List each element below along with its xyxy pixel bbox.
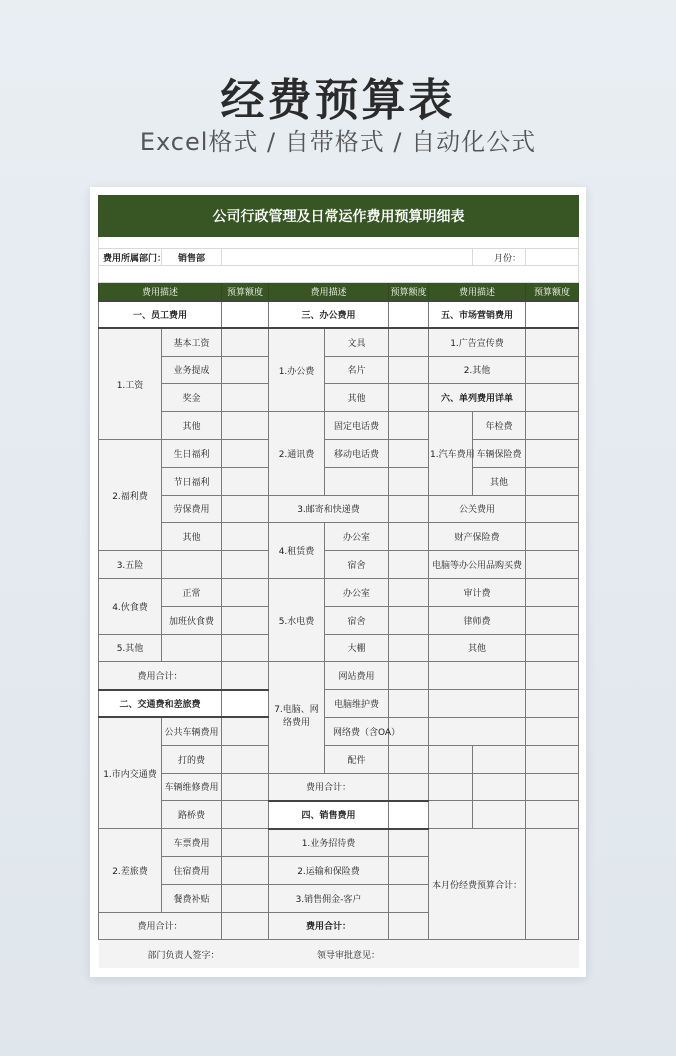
month-total-label: 本月份经费预算合计： — [429, 829, 526, 940]
item-pc-repair: 电脑维护费 — [325, 690, 389, 718]
budget-cell[interactable] — [222, 690, 269, 718]
section-travel: 二、交通费和差旅费 — [99, 690, 222, 718]
budget-cell[interactable] — [389, 829, 429, 857]
item-parts: 配件 — [325, 745, 389, 773]
sheet-title: 公司行政管理及日常运作费用预算明细表 — [99, 196, 579, 237]
item-inspection: 年检费 — [473, 412, 526, 440]
budget-cell[interactable] — [222, 467, 269, 495]
budget-cell[interactable] — [389, 523, 429, 551]
budget-cell[interactable] — [389, 384, 429, 412]
insurance-label: 3.五险 — [99, 551, 162, 579]
blank-cell — [325, 467, 389, 495]
rent-label: 4.租赁费 — [269, 523, 325, 579]
meal-label: 4.伙食费 — [99, 578, 162, 634]
blank-cell — [473, 773, 526, 801]
budget-cell[interactable] — [222, 384, 269, 412]
item-basic: 基本工资 — [162, 328, 222, 356]
blank-cell — [429, 690, 526, 718]
item-entertain: 1.业务招待费 — [269, 829, 389, 857]
budget-cell[interactable] — [222, 717, 269, 745]
budget-cell[interactable] — [222, 328, 269, 356]
item-pc-purchase: 电脑等办公用品购买费 — [429, 551, 526, 579]
budget-cell[interactable] — [222, 301, 269, 329]
dept-value[interactable]: 销售部 — [162, 249, 222, 266]
col-desc-3: 费用描述 — [429, 283, 526, 301]
budget-cell[interactable] — [389, 856, 429, 884]
dept-label: 费用所属部门： — [99, 249, 162, 266]
section-itemized: 六、单列费用详单 — [429, 384, 526, 412]
item-lawyer: 律师费 — [429, 606, 526, 634]
budget-cell[interactable] — [389, 773, 429, 801]
item-sales-commission: 3.销售佣金-客户 — [269, 884, 389, 912]
car-label: 1.汽车费用 — [429, 412, 473, 495]
budget-cell[interactable] — [526, 634, 579, 662]
salary-label: 1.工资 — [99, 328, 162, 439]
page-subtitle: Excel格式 / 自带格式 / 自动化公式 — [139, 128, 537, 156]
blank-cell — [429, 717, 526, 745]
budget-cell[interactable] — [526, 773, 579, 801]
budget-cell[interactable] — [222, 912, 269, 940]
budget-cell[interactable] — [222, 578, 269, 606]
item-welfare-other: 其他 — [162, 523, 222, 551]
item-transport: 2.运输和保险费 — [269, 856, 389, 884]
item-birthday: 生日福利 — [162, 439, 222, 467]
section-staff: 一、员工费用 — [99, 301, 222, 329]
budget-cell[interactable] — [389, 912, 429, 940]
item-utility-office: 办公室 — [325, 578, 389, 606]
budget-cell[interactable] — [526, 551, 579, 579]
month-total-value[interactable] — [526, 829, 579, 940]
blank-cell — [473, 745, 526, 773]
item-post: 3.邮寄和快递费 — [269, 495, 389, 523]
blank-cell — [429, 801, 473, 829]
budget-cell[interactable] — [526, 301, 579, 329]
budget-cell[interactable] — [222, 856, 269, 884]
dept-sign-label: 部门负责人签字： — [99, 940, 269, 968]
budget-cell[interactable] — [389, 690, 429, 718]
item-hotel: 住宿费用 — [162, 856, 222, 884]
budget-cell[interactable] — [222, 412, 269, 440]
section-marketing: 五、市场营销费用 — [429, 301, 526, 329]
budget-cell[interactable] — [389, 356, 429, 384]
col-desc-2: 费用描述 — [269, 283, 389, 301]
info-blank — [222, 249, 473, 266]
budget-cell[interactable] — [526, 328, 579, 356]
budget-cell[interactable] — [526, 801, 579, 829]
budget-cell[interactable] — [526, 662, 579, 690]
item-rent-dorm: 宿舍 — [325, 551, 389, 579]
budget-cell[interactable] — [222, 745, 269, 773]
budget-cell[interactable] — [222, 773, 269, 801]
budget-cell[interactable] — [526, 439, 579, 467]
travel-subtotal: 费用合计： — [99, 912, 222, 940]
item-toll: 路桥费 — [162, 801, 222, 829]
blank-cell — [429, 773, 473, 801]
col-budget-1: 预算额度 — [222, 283, 269, 301]
budget-cell[interactable] — [222, 551, 269, 579]
blank-cell — [429, 745, 473, 773]
item-repair: 车辆维修费用 — [162, 773, 222, 801]
budget-table — [98, 195, 579, 968]
sales-subtotal: 费用合计： — [269, 912, 389, 940]
spacer-row — [99, 266, 579, 283]
budget-cell[interactable] — [389, 606, 429, 634]
city-label: 1.市内交通费 — [99, 717, 162, 828]
spacer-row — [99, 237, 579, 249]
item-rent-office: 办公室 — [325, 523, 389, 551]
budget-cell[interactable] — [389, 745, 429, 773]
leader-approval-label: 领导审批意见： — [269, 940, 429, 968]
budget-cell[interactable] — [526, 356, 579, 384]
budget-cell[interactable] — [222, 439, 269, 467]
item-taxi: 打的费 — [162, 745, 222, 773]
budget-cell[interactable] — [389, 634, 429, 662]
item-office-other: 其他 — [325, 384, 389, 412]
staff-subtotal: 费用合计： — [99, 662, 222, 690]
budget-cell[interactable] — [526, 745, 579, 773]
budget-cell[interactable] — [526, 412, 579, 440]
budget-cell[interactable] — [526, 578, 579, 606]
item-fixed-phone: 固定电话费 — [325, 412, 389, 440]
item-card: 名片 — [325, 356, 389, 384]
item-allowance: 餐费补贴 — [162, 884, 222, 912]
budget-cell[interactable] — [389, 495, 429, 523]
budget-cell[interactable] — [222, 523, 269, 551]
col-budget-2: 预算额度 — [389, 283, 429, 301]
office-label: 1.办公费 — [269, 328, 325, 411]
welfare-label: 2.福利费 — [99, 439, 162, 550]
budget-cell[interactable] — [389, 801, 429, 829]
budget-cell[interactable] — [389, 551, 429, 579]
col-budget-3: 预算额度 — [526, 283, 579, 301]
budget-cell[interactable] — [222, 884, 269, 912]
item-property-ins: 财产保险费 — [429, 523, 526, 551]
item-labor: 劳保费用 — [162, 495, 222, 523]
budget-cell[interactable] — [389, 467, 429, 495]
item-car-insurance: 车辆保险费 — [473, 439, 526, 467]
item-mobile-phone: 移动电话费 — [325, 439, 389, 467]
item-normal-meal: 正常 — [162, 578, 222, 606]
item-utility-dorm: 宿舍 — [325, 606, 389, 634]
item-hall: 大棚 — [325, 634, 389, 662]
page-title: 经费预算表 — [220, 75, 456, 126]
item-other3: 其他 — [429, 634, 526, 662]
budget-cell[interactable] — [222, 606, 269, 634]
net-label: 7.电脑、网络费用 — [269, 662, 325, 773]
item-car-other: 其他 — [473, 467, 526, 495]
budget-cell[interactable] — [526, 384, 579, 412]
item-audit: 审计费 — [429, 578, 526, 606]
budget-cell[interactable] — [389, 301, 429, 329]
blank-cell — [162, 551, 222, 579]
budget-cell[interactable] — [222, 801, 269, 829]
item-bus: 公共车辆费用 — [162, 717, 222, 745]
item-website: 网站费用 — [325, 662, 389, 690]
budget-cell[interactable] — [526, 717, 579, 745]
budget-cell[interactable] — [222, 495, 269, 523]
item-network: 网络费（含OA） — [325, 717, 389, 745]
budget-cell[interactable] — [389, 578, 429, 606]
budget-cell[interactable] — [526, 495, 579, 523]
section-sales: 四、销售费用 — [269, 801, 389, 829]
office-subtotal: 费用合计： — [269, 773, 389, 801]
budget-cell[interactable] — [526, 523, 579, 551]
month-label: 月份： — [473, 249, 526, 266]
item-salary-other: 其他 — [162, 412, 222, 440]
budget-cell[interactable] — [389, 662, 429, 690]
budget-cell[interactable] — [526, 690, 579, 718]
item-commission: 业务提成 — [162, 356, 222, 384]
budget-cell[interactable] — [389, 412, 429, 440]
item-holiday: 节日福利 — [162, 467, 222, 495]
budget-cell[interactable] — [526, 467, 579, 495]
budget-cell[interactable] — [222, 356, 269, 384]
item-mkt-other: 2.其他 — [429, 356, 526, 384]
blank-cell — [429, 662, 526, 690]
item-stationery: 文具 — [325, 328, 389, 356]
budget-cell[interactable] — [389, 439, 429, 467]
blank-cell — [162, 634, 222, 662]
footer-blank — [429, 940, 579, 968]
utility-label: 5.水电费 — [269, 578, 325, 661]
item-bonus: 奖金 — [162, 384, 222, 412]
month-value[interactable] — [526, 249, 579, 266]
misc-label: 5.其他 — [99, 634, 162, 662]
blank-cell — [473, 801, 526, 829]
budget-cell[interactable] — [389, 884, 429, 912]
col-desc-1: 费用描述 — [99, 283, 222, 301]
item-ticket: 车票费用 — [162, 829, 222, 857]
item-public: 公关费用 — [429, 495, 526, 523]
budget-cell[interactable] — [222, 829, 269, 857]
comm-label: 2.通讯费 — [269, 412, 325, 495]
budget-cell[interactable] — [526, 606, 579, 634]
item-overtime-meal: 加班伙食费 — [162, 606, 222, 634]
trip-label: 2.差旅费 — [99, 829, 162, 912]
budget-cell[interactable] — [222, 634, 269, 662]
budget-cell[interactable] — [389, 328, 429, 356]
budget-cell[interactable] — [222, 662, 269, 690]
item-ad: 1.广告宣传费 — [429, 328, 526, 356]
section-office: 三、办公费用 — [269, 301, 389, 329]
